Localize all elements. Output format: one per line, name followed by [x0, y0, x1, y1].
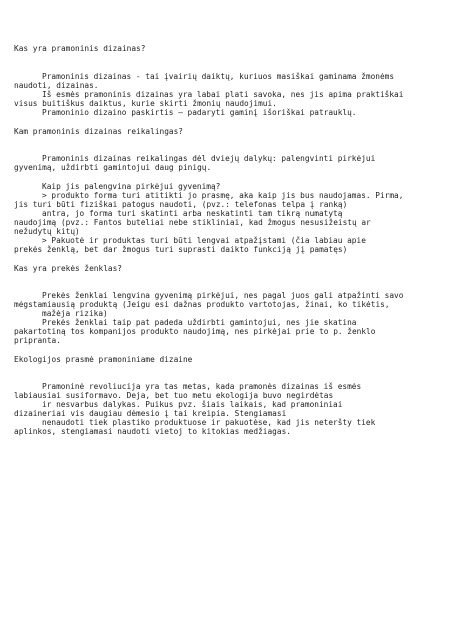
paragraph-line: visus buitiškus daiktus, kurie skirti žmonių naudojimui.	[14, 99, 277, 108]
paragraph-line: ir nesvarbus dalykas. Puikus pvz. šiais laikais, kad pramoniniai	[42, 400, 343, 409]
paragraph-line: naudojimą (pvz.: Fantos buteliai nebe stikliniai, kad žmogus nesusižeistų ar	[14, 218, 371, 227]
paragraph-line: labiausiai susiformavo. Deja, bet tuo metu ekologija buvo negirdėtas	[14, 391, 334, 400]
paragraph-line: dizaineriai vis daugiau dėmesio į tai kreipia. Stengiamasi	[14, 409, 287, 418]
paragraph-line: > produkto forma turi atitikti jo prasmę, aka kaip jis bus naudojamas. Pirma,	[42, 191, 404, 200]
paragraph-line: nenaudoti tiek plastiko produktuose ir pakuotėse, kad jis neteršty tiek	[42, 418, 376, 427]
paragraph-line: Pramoninė revoliucija yra tas metas, kada pramonės dizainas iš esmės	[42, 382, 362, 391]
paragraph-line: Iš esmės pramoninis dizainas yra labai plati savoka, nes jis apima praktiškai	[42, 90, 404, 99]
paragraph-line: jis turi būti fiziškai patogus naudoti, (pvz.: telefonas telpa į ranką)	[14, 200, 348, 209]
paragraph-line: mažėja rizika)	[42, 309, 108, 318]
paragraph-line: gyvenimą, uždirbti gamintojui daug pinigų.	[14, 163, 212, 172]
heading-what-is-brand: Kas yra prekės ženklas?	[14, 264, 122, 273]
paragraph-line: aplinkos, stengiamasi naudoti vietoj to kitokias medžiagas.	[14, 427, 291, 436]
paragraph-line: Kaip jis palengvina pirkėjui gyvenimą?	[42, 182, 221, 191]
paragraph-line: naudoti, dizainas.	[14, 81, 99, 90]
paragraph-line: Prekės ženklai taip pat padeda uždirbti gamintojui, nes jie skatina	[42, 318, 357, 327]
paragraph-line: Prekės ženklai lengvina gyvenimą pirkėjui, nes pagal juos gali atpažinti savo	[42, 291, 404, 300]
heading-ecology: Ekologijos prasmė pramoniniame dizaine	[14, 355, 193, 364]
paragraph-line: nežudytų kitų)	[14, 227, 80, 236]
paragraph-line: Pramoninio dizaino paskirtis – padaryti gaminį išoriškai patrauklų.	[42, 108, 357, 117]
heading-what-is-industrial-design: Kas yra pramoninis dizainas?	[14, 44, 146, 53]
paragraph-line: prekės ženklą, bet dar žmogus turi suprasti daikto funkciją jį pamatęs)	[14, 245, 348, 254]
heading-why-needed: Kam pramoninis dizainas reikalingas?	[14, 127, 183, 136]
paragraph-line: pripranta.	[14, 336, 61, 345]
paragraph-line: antra, jo forma turi skatinti arba neskatinti tam tikrą numatytą	[42, 209, 343, 218]
paragraph-line: mėgstamiausią produktą (Jeigu esi dažnas produkto vartotojas, žinai, ko tikėtis,	[14, 300, 390, 309]
paragraph-line: pakartotiną tos kompanijos produkto naudojimą, nes pirkėjai prie to p. ženklo	[14, 327, 376, 336]
paragraph-line: Pramoninis dizainas - tai įvairių daiktų, kuriuos masiškai gaminama žmonėms	[42, 72, 395, 81]
paragraph-line: > Pakuotė ir produktas turi būti lengvai atpažįstami (čia labiau apie	[42, 236, 366, 245]
paragraph-line: Pramoninis dizainas reikalingas dėl dviejų dalykų: palengvinti pirkėjui	[42, 154, 376, 163]
